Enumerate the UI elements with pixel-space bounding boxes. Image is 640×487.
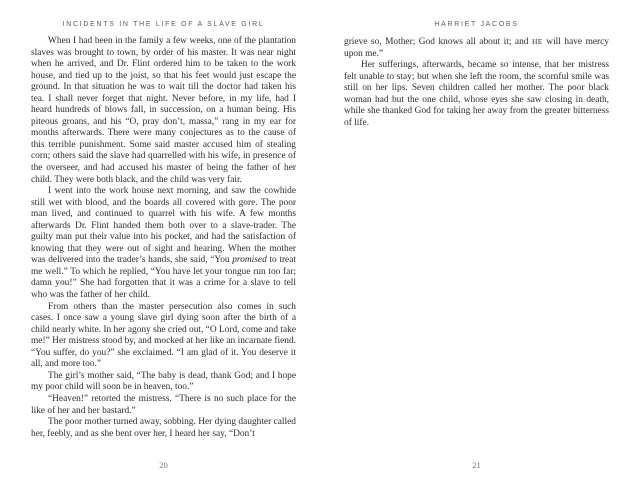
paragraph bbox=[31, 36, 296, 186]
text-segment: will have mercy upon me.” bbox=[344, 37, 609, 59]
running-header-book-title: INCIDENTS IN THE LIFE OF A SLAVE GIRL bbox=[62, 21, 265, 28]
text-segment: The poor mother turned away, sobbing. Her dying daughter called her, feebly, and as she bent over her, I heard her say, “Don’t bbox=[31, 417, 296, 439]
text-segment: HE bbox=[531, 37, 543, 46]
paragraph bbox=[344, 60, 609, 129]
text-segment: When I had been in the family a few weeks, one of the plantation slaves was brought to town, by order of his master. It was near night when he arrived, and Dr. Flint ordered him to be taken to the work house, and tied up to the joist, so that his feet would just escape the ground. In that situation he was to wait till the doctor had taken his tea. I shall never forget that night. Never before, in my life, had I heard hundreds of blows fall, in succession, on a human being. His piteous groans, and his “O, pray don’t, massa,” rang in my ear for months afterwards. There were many conjectures as to the cause of this terrible punishment. Some said master accused him of stealing corn; others said the slave had quarrelled with his wife, in presence of the overseer, and had accused his master of being the father of her child. They were both black, and the child was very fair. bbox=[31, 36, 296, 185]
page-left bbox=[31, 0, 296, 487]
text-column-left bbox=[31, 36, 296, 452]
running-header-author: HARRIET JACOBS bbox=[434, 21, 519, 28]
text-segment: to treat me well.” To which he replied, “You have let your tongue run too far; damn you!” She had forgotten that it was a crime for a slave to tell who was the father of her child. bbox=[31, 255, 296, 301]
text-segment: Her sufferings, afterwards, became so intense, that her mistress felt unable to stay; but when she left the room, the scornful smile was still on her lips. Seven children called her mother. The poor black woman had but the one child, whose eyes she saw closing in death, while she thanked God for taking her away from the greater bitterness of life. bbox=[344, 60, 609, 128]
page-number-left: 20 bbox=[159, 460, 168, 470]
text-segment: grieve so, Mother; God knows all about it; and bbox=[344, 37, 532, 47]
page-right bbox=[344, 0, 609, 487]
text-segment: I went into the work house next morning, and saw the cowhide still wet with blood, and the boards all covered with gore. The poor man lived, and continued to quarrel with his wife. A few months afterwards Dr. Flint handed them both over to a slave-trader. The guilty man put their value into his pocket, and had the satisfaction of knowing that they were out of sight and hearing. When the mother was delivered into the trader’s hands, she said, “You bbox=[31, 186, 296, 266]
page-number-right: 21 bbox=[472, 460, 481, 470]
paragraph bbox=[344, 36, 609, 60]
paragraph bbox=[31, 186, 296, 301]
text-segment: From others than the master persecution also comes in such cases. I once saw a young slave girl dying soon after the birth of a child nearly white. In her agony she cried out, “O Lord, come and take me!” Her mistress stood by, and mocked at her like an incarnate fiend. “You suffer, do you?” she exclaimed. “I am glad of it. You deserve it all, and more too.” bbox=[31, 301, 296, 370]
paragraph bbox=[31, 302, 296, 371]
paragraph bbox=[31, 394, 296, 417]
paragraph bbox=[31, 371, 296, 394]
text-column-right bbox=[344, 36, 609, 452]
text-segment: The girl’s mother said, “The baby is dead, thank God; and I hope my poor child will soon be in heaven, too.” bbox=[31, 370, 296, 393]
text-segment: promised bbox=[232, 255, 267, 266]
text-segment: “Heaven!” retorted the mistress. “There is no such place for the like of her and her bastard.” bbox=[31, 393, 296, 416]
paragraph bbox=[31, 417, 296, 440]
